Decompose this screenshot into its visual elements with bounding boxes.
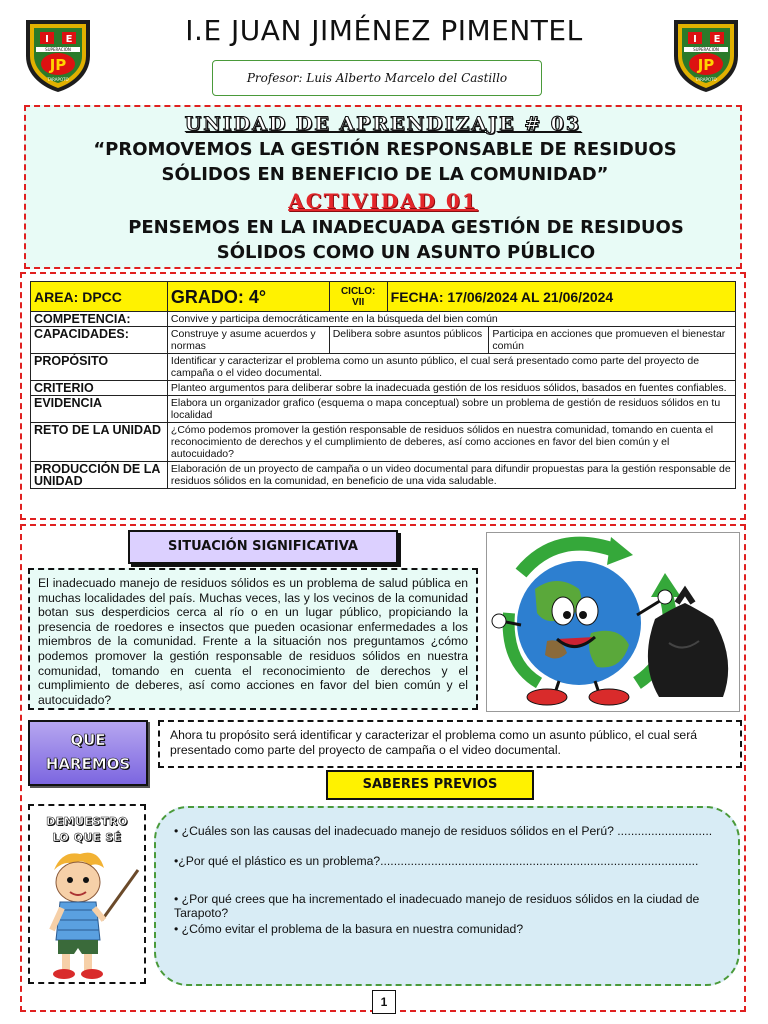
unit-name-line-2: SÓLIDOS EN BENEFICIO DE LA COMUNIDAD” [161, 164, 609, 185]
ciclo-cell [329, 282, 387, 312]
table-row [31, 312, 736, 327]
unit-name-line-1: “PROMOVEMOS LA GESTIÓN RESPONSABLE DE RESIDUOS [93, 139, 677, 160]
que-haremos-text: Ahora tu propósito será identificar y caracterizar el problema como un asunto público, el cual será presentado como parte del proyecto de campaña o el video documental. [158, 720, 742, 768]
capacidad-2: Delibera sobre asuntos públicos [329, 327, 489, 354]
unit-heading: UNIDAD DE APRENDIZAJE # 03 [184, 113, 582, 135]
fecha-cell: FECHA: 17/06/2024 AL 21/06/2024 [387, 282, 735, 312]
saberes-questions-box [154, 806, 740, 986]
ciclo-value: VII [352, 296, 365, 308]
demuestro-box [28, 804, 146, 984]
logo-initials: JP [697, 56, 715, 74]
school-name: I.E JUAN JIMÉNEZ PIMENTEL [185, 14, 583, 47]
competencia-label: COMPETENCIA: [31, 312, 168, 327]
evidencia-label: EVIDENCIA [31, 396, 168, 423]
logo-initials: JP [49, 56, 67, 74]
table-row [31, 396, 736, 423]
school-shield-logo-icon [20, 14, 96, 94]
unit-name [46, 137, 724, 187]
teacher-name: Profesor: Luis Alberto Marcelo del Castillo [212, 60, 542, 96]
situacion-text: El inadecuado manejo de residuos sólidos es un problema de salud pública en muchas localidades del país. Muchas veces, las y los vecinos de la comunidad botan sus desperdicios cerca al río o en un lugar público, propiciando la presencia de roedores e insectos que pueden ocasionar enfermedades a los miembros de la comunidad. Frente a la situación nos preguntamos ¿cómo podemos promover la gestión responsable de residuos sólidos en nuestra comunidad, tomando en cuenta el reconocimiento de derechos y el cumplimiento de deberes, así como acciones en favor del bien común y el autocuidado? [28, 568, 478, 710]
logo-city: TARAPOTO [47, 77, 69, 82]
school-shield-logo-icon [668, 14, 744, 94]
activity-name-line-1: PENSEMOS EN LA INADECUADA GESTIÓN DE RESIDUOS [128, 217, 684, 238]
logo-letter-left: I [693, 34, 697, 45]
ciclo-label: CICLO: [340, 285, 376, 297]
evidencia-value: Elabora un organizador grafico (esquema o mapa conceptual) sobre un problema de gestión de residuos sólidos en tu localidad [167, 396, 735, 423]
area-cell: AREA: DPCC [31, 282, 168, 312]
info-table [30, 281, 736, 489]
capacidad-1: Construye y asume acuerdos y normas [167, 327, 329, 354]
activity-name [86, 215, 726, 265]
criterio-value: Planteo argumentos para deliberar sobre la inadecuada gestión de los residuos sólidos, basados en fuentes confiables. [167, 381, 735, 396]
logo-letter-right: E [65, 34, 73, 45]
page-number: 1 [372, 990, 396, 1014]
saberes-question-2: •¿Por qué el plástico es un problema?.............................................................................................. [174, 854, 699, 868]
produccion-label: PRODUCCIÓN DE LA UNIDAD [31, 462, 168, 489]
activity-heading: ACTIVIDAD 01 [288, 189, 478, 213]
reto-label: RETO DE LA UNIDAD [31, 423, 168, 462]
proposito-label: PROPÓSITO [31, 354, 168, 381]
saberes-question-1: • ¿Cuáles son las causas del inadecuado manejo de residuos sólidos en el Perú? ............................ [174, 824, 713, 838]
demuestro-line-1: DEMUESTRO [46, 815, 128, 828]
table-header-row [31, 282, 736, 312]
que-haremos-label [30, 728, 146, 776]
table-row [31, 423, 736, 462]
activity-name-line-2: SÓLIDOS COMO UN ASUNTO PÚBLICO [216, 242, 596, 263]
logo-motto: SUPERACION [693, 47, 719, 52]
logo-letter-left: I [45, 34, 49, 45]
table-row [31, 381, 736, 396]
proposito-value: Identificar y caracterizar el problema como un asunto público, el cual será presentado como parte del proyecto de campaña o el video documental. [167, 354, 735, 381]
que-haremos-label-box [28, 720, 148, 786]
saberes-previos-title: SABERES PREVIOS [326, 770, 534, 800]
demuestro-line-2: LO QUE SÉ [52, 831, 122, 844]
info-table-box [20, 272, 746, 520]
earth-mascot-trash-icon [486, 532, 740, 712]
saberes-question-4: • ¿Cómo evitar el problema de la basura en nuestra comunidad? [174, 922, 524, 936]
grado-cell: GRADO: 4° [167, 282, 329, 312]
situacion-title: SITUACIÓN SIGNIFICATIVA [128, 530, 398, 564]
unit-box [24, 105, 742, 269]
boy-pointer-icon [40, 850, 140, 982]
capacidad-3: Participa en acciones que promueven el bienestar común [489, 327, 736, 354]
criterio-label: CRITERIO [31, 381, 168, 396]
table-row [31, 327, 736, 354]
table-row [31, 354, 736, 381]
logo-city: TARAPOTO [695, 77, 717, 82]
table-row [31, 462, 736, 489]
competencia-value: Convive y participa democráticamente en la búsqueda del bien común [167, 312, 735, 327]
saberes-question-3: • ¿Por qué crees que ha incrementado el inadecuado manejo de residuos sólidos en la ciudad de Tarapoto? [174, 892, 700, 920]
produccion-value: Elaboración de un proyecto de campaña o un video documental para difundir propuestas para la gestión responsable de residuos sólidos en la comunidad, en beneficio de una vida saludable. [167, 462, 735, 489]
capacidades-label: CAPACIDADES: [31, 327, 168, 354]
logo-motto: SUPERACION [45, 47, 71, 52]
que-haremos-line-1: QUE [70, 731, 106, 749]
logo-letter-right: E [713, 34, 721, 45]
que-haremos-line-2: HAREMOS [45, 755, 131, 773]
demuestro-label [30, 814, 144, 846]
reto-value: ¿Cómo podemos promover la gestión responsable de residuos sólidos en nuestra comunidad, tomando en cuenta el reconocimiento de derechos y el cumplimiento de deberes, así como acciones en favor del bien común y el autocuidado? [167, 423, 735, 462]
